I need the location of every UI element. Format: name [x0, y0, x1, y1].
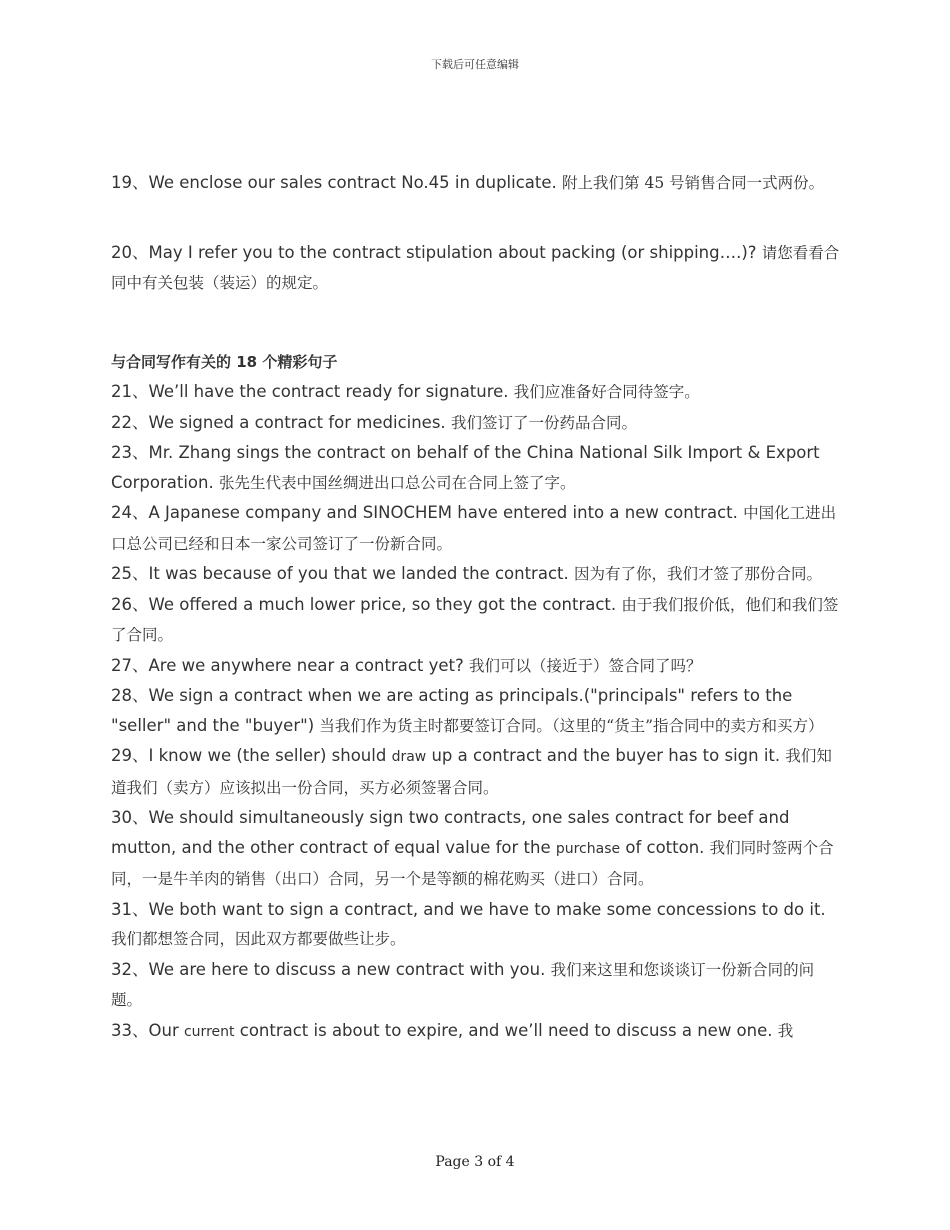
list-item: 25、It was because of you that we landed the contract. 因为有了你，我们才签了那份合同。	[111, 564, 822, 583]
list-item: 21、We’ll have the contract ready for signature. 我们应准备好合同待签字。	[111, 382, 700, 401]
list-item: 23、Mr. Zhang sings the contract on behalf of the China National Silk Import & Export Corporation. 张先生代表中国丝绸进出口总公司在合同上签了字。	[111, 443, 820, 492]
list-item: 33、Our current contract is about to expire, and we’ll need to discuss a new one. 我	[111, 1020, 794, 1040]
document-body	[111, 168, 841, 1047]
list-item: 28、We sign a contract when we are acting as principals.("principals" refers to the "seller" and the "buyer") 当我们作为货主时都要签订合同。（这里的“货主”指合同中的卖方和买方）	[111, 686, 824, 735]
list-item: 26、We offered a much lower price, so they got the contract. 由于我们报价低，他们和我们签了合同。	[111, 594, 839, 644]
list-item: 19、We enclose our sales contract No.45 in duplicate. 附上我们第 45 号销售合同一式两份。	[111, 173, 825, 192]
page-header: 下载后可任意编辑	[431, 58, 519, 71]
list-item: 31、We both want to sign a contract, and we have to make some concessions to do it. 我们都想签合同，因此双方都要做些让步。	[111, 899, 826, 948]
list-item: 27、Are we anywhere near a contract yet? 我们可以（接近于）签合同了吗？	[111, 655, 702, 675]
list-item: 20、May I refer you to the contract stipulation about packing (or shipping….)? 请您看看合同中有关包装（装运）的规定。	[111, 242, 840, 292]
page-footer: Page 3 of 4	[435, 1154, 515, 1170]
list-item: 29、I know we (the seller) should draw up a contract and the buyer has to sign it. 我们知道我们（卖方）应该拟出一份合同，买方必须签署合同。	[111, 746, 832, 797]
list-item: 22、We signed a contract for medicines. 我们签订了一份药品合同。	[111, 412, 637, 432]
list-item: 24、A Japanese company and SINOCHEM have entered into a new contract. 中国化工进出口总公司已经和日本一家公司签订了一份新合同。	[111, 503, 837, 553]
section-title: 与合同写作有关的 18 个精彩句子	[111, 352, 338, 371]
list-item: 30、We should simultaneously sign two contracts, one sales contract for beef and mutton, and the other contract of equal value for the purchase of cotton. 我们同时签两个合同，一是牛羊肉的销售（出口）合同，另一个是等额的棉花购买（进口）合同。	[111, 808, 834, 888]
list-item: 32、We are here to discuss a new contract with you. 我们来这里和您谈谈订一份新合同的问题。	[111, 959, 815, 1009]
